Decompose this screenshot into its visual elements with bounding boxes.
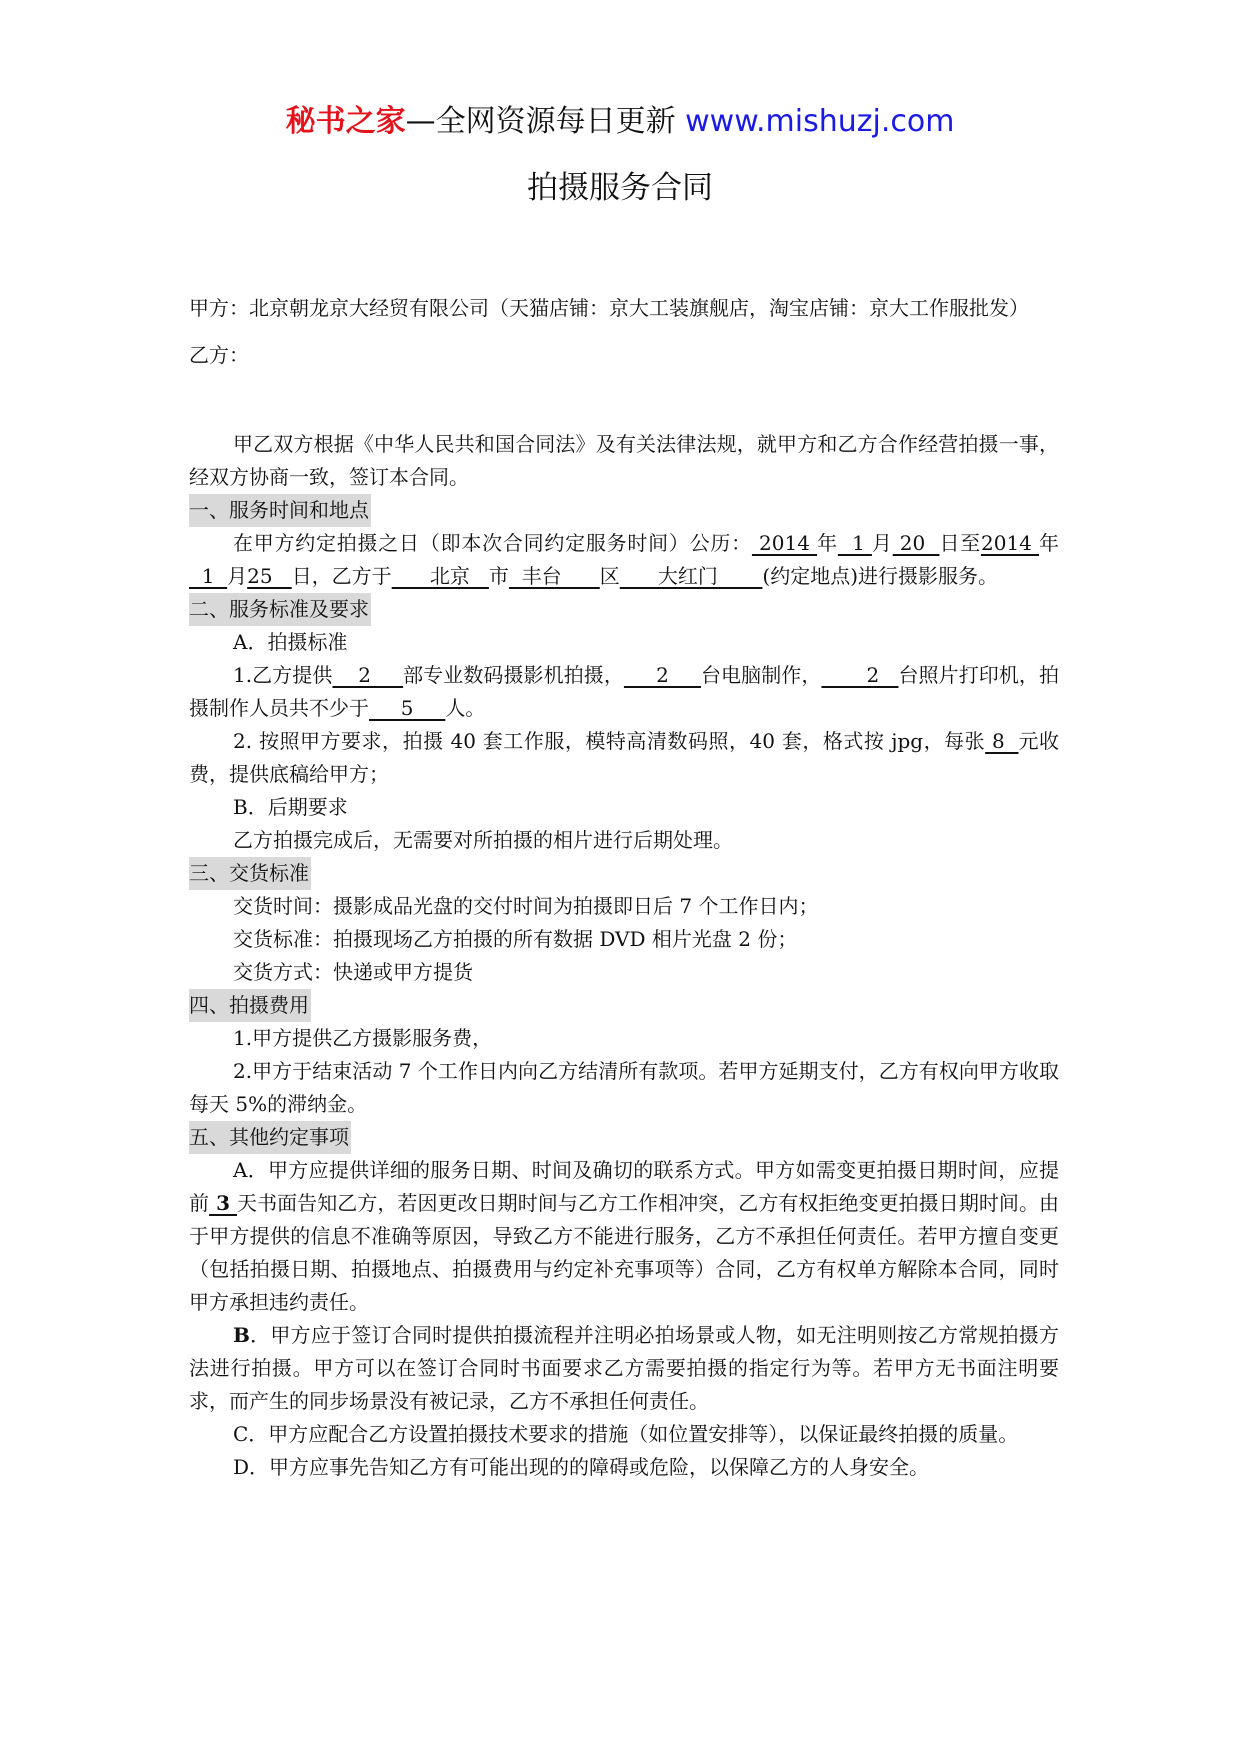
section-2-heading: [189, 593, 1059, 626]
staff-count-field: 5: [369, 696, 446, 720]
text: 市: [488, 564, 509, 588]
start-month-field: 1: [837, 531, 872, 555]
delivery-standard: 交货标准：拍摄现场乙方拍摄的所有数据 DVD 相片光盘 2 份；: [233, 927, 798, 951]
section-3-heading: [189, 857, 1059, 890]
fee-item-2: 2.甲方于结束活动 7 个工作日内向乙方结清所有款项。若甲方延期支付，乙方有权向甲方收取每天 5%的滞纳金。: [189, 1059, 1059, 1116]
start-day-field: 20: [892, 531, 940, 555]
site-header: [0, 100, 1240, 144]
other-item-b: [189, 1319, 1059, 1418]
section-4-heading: [189, 989, 1059, 1022]
text: 年: [817, 531, 838, 555]
place-field: 大红门: [619, 564, 763, 588]
text: 1.乙方提供: [233, 663, 333, 687]
unit-price-field: 8: [985, 729, 1019, 753]
camera-count-field: 2: [332, 663, 404, 687]
text: 月: [227, 564, 248, 588]
end-year-field: 2014: [981, 531, 1040, 555]
text: 日至: [939, 531, 981, 555]
computer-count-field: 2: [623, 663, 701, 687]
other-item-d: D．甲方应事先告知乙方有可能出现的的障碍或危险，以保障乙方的人身安全。: [233, 1455, 930, 1479]
section-heading: 二、服务标准及要求: [189, 593, 371, 626]
photo-requirement-paragraph: [189, 725, 1059, 791]
party-b: 乙方：: [189, 343, 249, 367]
text: (约定地点)进行摄影服务。: [762, 564, 999, 588]
text: 年: [1039, 531, 1060, 555]
item-letter: B: [233, 1323, 250, 1347]
text: 天书面告知乙方，若因更改日期时间与乙方工作相冲突，乙方有权拒绝变更拍摄日期时间。由于甲方提供的信息不准确等原因，导致乙方不能进行服务，乙方不承担任何责任。若甲方擅自变更（包括拍摄日期、拍摄地点、拍摄费用与约定补充事项等）合同，乙方有权单方解除本合同，同时甲方承担违约责任。: [189, 1191, 1060, 1314]
delivery-method: 交货方式：快递或甲方提货: [233, 960, 473, 984]
text: 日，乙方于: [291, 564, 392, 588]
contract-body: [189, 286, 1059, 1484]
document-title: 拍摄服务合同: [527, 170, 713, 206]
brand-name: 秘书之家: [285, 104, 406, 139]
text: 元收费，提供底稿给甲方；: [189, 729, 1059, 786]
printer-count-field: 2: [821, 663, 899, 687]
section-heading: 三、交货标准: [189, 857, 311, 890]
post-b-label: B．后期要求: [233, 795, 348, 819]
section-heading: 五、其他约定事项: [189, 1121, 351, 1154]
end-month-field: 1: [189, 564, 228, 588]
notice-days-field: 3: [209, 1191, 238, 1215]
other-item-a: [189, 1154, 1059, 1319]
text: 月: [871, 531, 893, 555]
post-b-text: 乙方拍摄完成后，无需要对所拍摄的相片进行后期处理。: [233, 828, 733, 852]
fee-item-1: 1.甲方提供乙方摄影服务费，: [233, 1026, 493, 1050]
text: 人。: [445, 696, 486, 720]
section-5-heading: [189, 1121, 1059, 1154]
city-field: 北京: [391, 564, 489, 588]
standard-a-label: A．拍摄标准: [233, 630, 348, 654]
text: 台照片打印机，拍摄制作人员共不少于: [189, 663, 1059, 720]
section-heading: 一、服务时间和地点: [189, 494, 371, 527]
other-item-c: C．甲方应配合乙方设置拍摄技术要求的措施（如位置安排等），以保证最终拍摄的质量。: [233, 1422, 1019, 1446]
text: A．甲方应提供详细的服务日期、时间及确切的联系方式。甲方如需变更拍摄日期时间，应提前: [189, 1158, 1059, 1215]
end-day-field: 25: [247, 564, 292, 588]
equipment-paragraph: [189, 659, 1059, 725]
text: 2. 按照甲方要求，拍摄 40 套工作服，模特高清数码照，40 套，格式按 jpg，每张: [233, 729, 986, 753]
header-slogan: —全网资源每日更新: [405, 104, 676, 139]
section-heading: 四、拍摄费用: [189, 989, 311, 1022]
delivery-time: 交货时间：摄影成品光盘的交付时间为拍摄即日后 7 个工作日内；: [233, 894, 819, 918]
text: 区: [599, 564, 620, 588]
party-a: 甲方：北京朝龙京大经贸有限公司（天猫店铺：京大工装旗舰店，淘宝店铺：京大工作服批发）: [189, 296, 1029, 320]
service-time-paragraph: [189, 527, 1059, 593]
text: 部专业数码摄影机拍摄，: [403, 663, 624, 687]
section-1-heading: [189, 494, 1059, 527]
header-url[interactable]: www.mishuzj.com: [685, 104, 955, 139]
text: ．甲方应于签订合同时提供拍摄流程并注明必拍场景或人物，如无注明则按乙方常规拍摄方法进行拍摄。甲方可以在签订合同时书面要求乙方需要拍摄的指定行为等。若甲方无书面注明要求，而产生的同步场景没有被记录，乙方不承担任何责任。: [189, 1323, 1059, 1413]
district-field: 丰台: [508, 564, 600, 588]
text: 台电脑制作，: [700, 663, 822, 687]
intro-paragraph: 甲乙双方根据《中华人民共和国合同法》及有关法律法规，就甲方和乙方合作经营拍摄一事，经双方协商一致，签订本合同。: [189, 432, 1059, 489]
text: 在甲方约定拍摄之日（即本次合同约定服务时间）公历：: [233, 531, 752, 555]
start-year-field: 2014: [751, 531, 818, 555]
